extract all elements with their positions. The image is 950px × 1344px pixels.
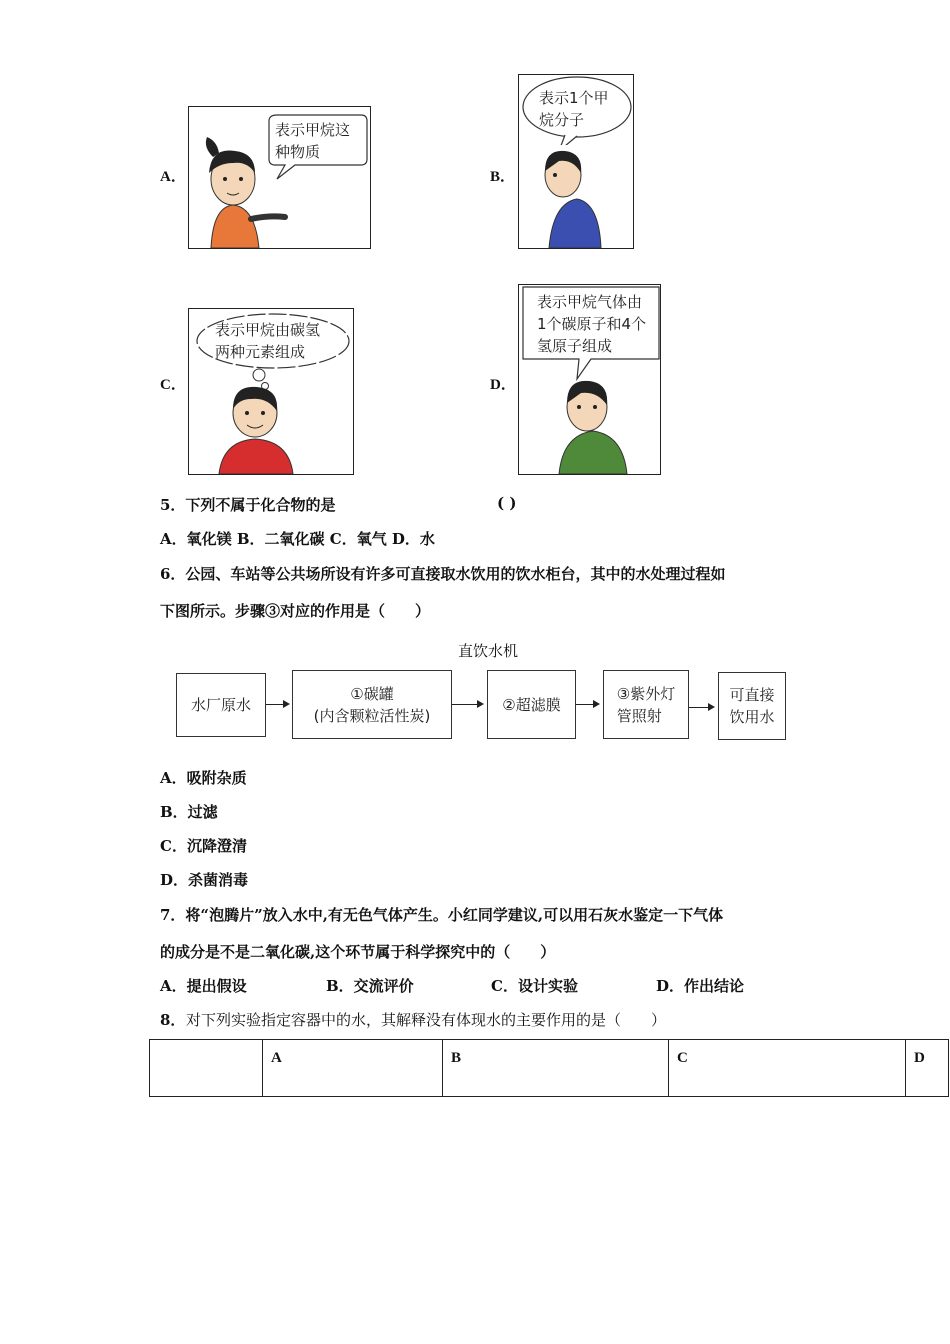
flow-arrow <box>452 704 482 705</box>
table-header-cell: D <box>906 1040 949 1097</box>
q7-stem-line2: 的成分是不是二氧化碳,这个环节属于科学探究中的（ ） <box>160 943 556 961</box>
table-header-cell: C <box>669 1040 906 1097</box>
q6-option-d: D．杀菌消毒 <box>160 871 249 889</box>
table-header-cell: B <box>443 1040 669 1097</box>
flow-step-uv-lamp: ③紫外灯 管照射 <box>603 670 689 739</box>
q6-option-b: B．过滤 <box>160 803 218 821</box>
boy-figure-icon <box>189 309 353 474</box>
flow-arrow <box>689 707 713 708</box>
option-b-image <box>518 74 634 249</box>
q6-stem-line2: 下图所示。步骤③对应的作用是（ ） <box>160 602 431 620</box>
q7-option-a: A．提出假设 <box>160 977 247 995</box>
table-header-cell: A <box>263 1040 443 1097</box>
table-row <box>150 1040 949 1097</box>
flow-arrow <box>266 704 288 705</box>
q7-option-c: C．设计实验 <box>491 977 578 995</box>
q6-stem-line1: 6．公园、车站等公共场所设有许多可直接取水饮用的饮水柜台，其中的水处理过程如 <box>160 565 726 583</box>
speech-bubble: 表示甲烷这 种物质 <box>265 111 369 181</box>
q8-number: 8． <box>160 1011 186 1029</box>
boy-figure-icon <box>519 285 660 474</box>
q5-answer-paren: ( ) <box>497 494 517 512</box>
q7-option-b: B．交流评价 <box>326 977 414 995</box>
table-header-cell <box>150 1040 263 1097</box>
girl-figure-icon <box>189 107 370 248</box>
q5-stem: 5．下列不属于化合物的是 <box>160 496 336 514</box>
flow-step-carbon-tank: ①碳罐 (内含颗粒活性炭) <box>292 670 452 739</box>
thought-bubble: 表示甲烷由碳氢 两种元素组成 <box>193 311 351 391</box>
boy-figure-icon <box>519 75 633 248</box>
option-a-label: A． <box>160 169 186 185</box>
option-b-label: B． <box>490 169 516 185</box>
option-a-image <box>188 106 371 249</box>
q8-stem: 对下列实验指定容器中的水，其解释没有体现水的主要作用的是（ ） <box>186 1011 667 1029</box>
option-c-label: C． <box>160 377 186 393</box>
flow-step-drinkable-water: 可直接 饮用水 <box>718 672 786 740</box>
flow-step-ultrafiltration: ②超滤膜 <box>487 670 576 739</box>
speech-bubble: 表示1个甲 烷分子 <box>519 75 633 145</box>
q5-options: A．氧化镁 B．二氧化碳 C．氧气 D．水 <box>160 530 435 548</box>
q8-table <box>149 1039 949 1097</box>
q6-option-a: A．吸附杂质 <box>160 769 247 787</box>
q7-stem-line1: 7．将“泡腾片”放入水中,有无色气体产生。小红同学建议,可以用石灰水鉴定一下气体 <box>160 906 724 924</box>
option-c-image <box>188 308 354 475</box>
q7-option-d: D．作出结论 <box>656 977 745 995</box>
flow-step-raw-water: 水厂原水 <box>176 673 266 737</box>
option-d-label: D． <box>490 377 516 393</box>
q6-option-c: C．沉降澄清 <box>160 837 247 855</box>
diagram-title: 直饮水机 <box>458 642 519 660</box>
speech-bubble: 表示甲烷气体由 1个碳原子和4个 氢原子组成 <box>521 285 661 381</box>
option-d-image <box>518 284 661 475</box>
flow-arrow <box>576 704 598 705</box>
